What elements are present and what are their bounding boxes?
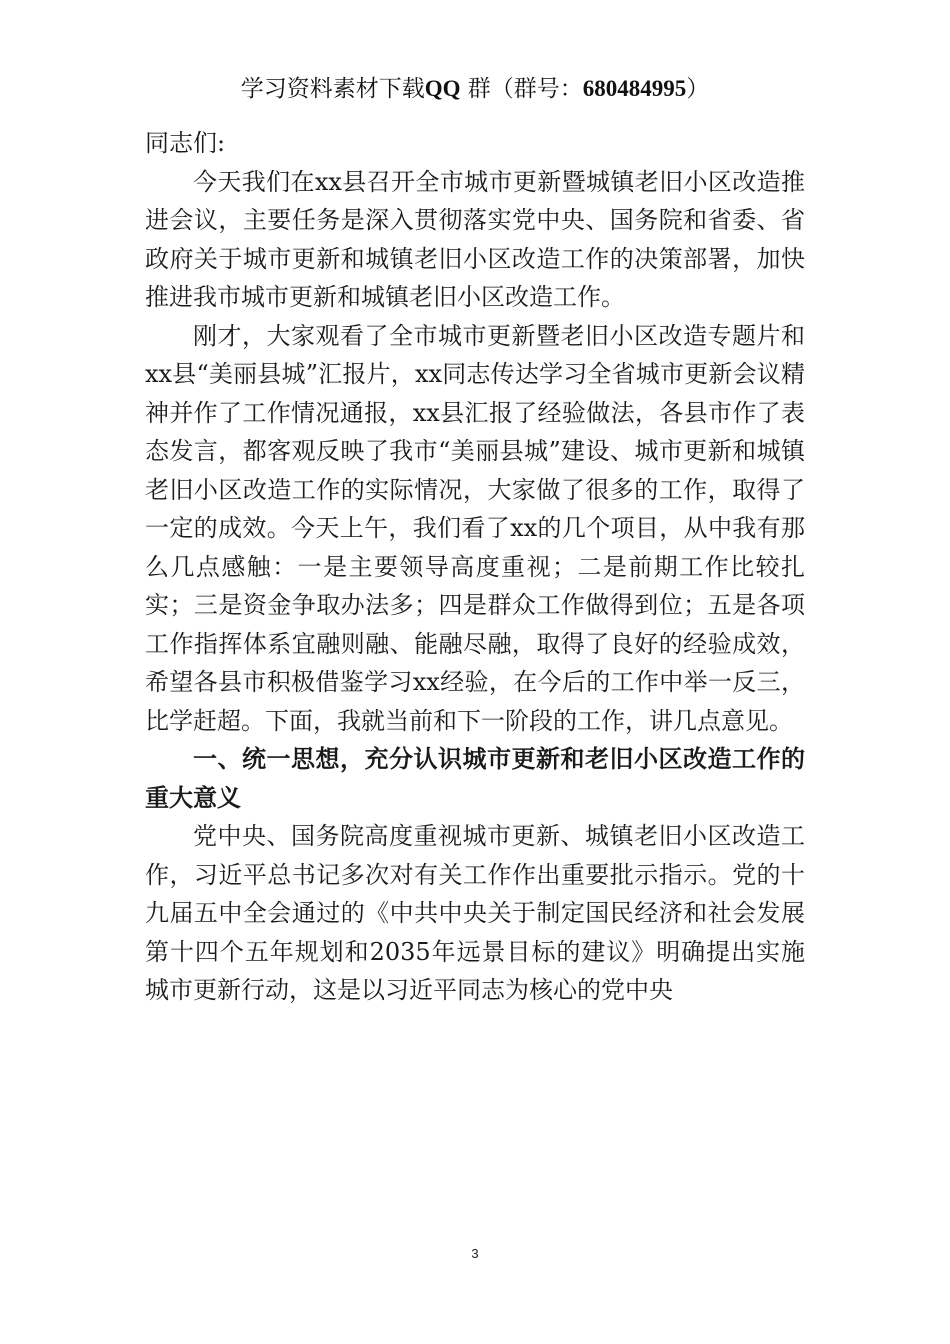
page-header [0, 72, 950, 106]
paragraph-intro: 今天我们在xx县召开全市城市更新暨城镇老旧小区改造推进会议，主要任务是深入贯彻落实党中央、国务院和省委、省政府关于城市更新和城镇老旧小区改造工作的决策部署，加快推进我市城市更新和城镇老旧小区改造工作。 [145, 167, 805, 311]
paragraph-section-1: 党中央、国务院高度重视城市更新、城镇老旧小区改造工作，习近平总书记多次对有关工作作出重要批示指示。党的十九届五中全会通过的《中共中央关于制定国民经济和社会发展第十四个五年规划和2035年远景目标的建议》明确提出实施城市更新行动，这是以习近平同志为核心的党中央 [145, 822, 805, 1004]
header-qq: QQ [424, 76, 461, 101]
header-suffix: ） [686, 76, 710, 102]
header-group-number: 680484995 [582, 76, 687, 101]
salutation: 同志们: [145, 129, 226, 157]
header-prefix: 学习资料素材下载 [240, 76, 425, 102]
section-heading-1: 一、统一思想，充分认识城市更新和老旧小区改造工作的重大意义 [145, 745, 805, 812]
page-number: 3 [471, 1246, 479, 1261]
paragraph-review: 刚才，大家观看了全市城市更新暨老旧小区改造专题片和xx县“美丽县城”汇报片，xx同志传达学习全省城市更新会议精神并作了工作情况通报，xx县汇报了经验做法，各县市作了表态发言，都客观反映了我市“美丽县城”建设、城市更新和城镇老旧小区改造工作的实际情况，大家做了很多的工作，取得了一定的成效。今天上午，我们看了xx的几个项目，从中我有那么几点感触：一是主要领导高度重视；二是前期工作比较扎实；三是资金争取办法多；四是群众工作做得到位；五是各项工作指挥体系宜融则融、能融尽融，取得了良好的经验成效，希望各县市积极借鉴学习xx经验，在今后的工作中举一反三，比学赶超。下面，我就当前和下一阶段的工作，讲几点意见。 [145, 321, 805, 735]
header-group-label: 群（群号： [460, 76, 583, 102]
document-body [145, 124, 805, 1010]
